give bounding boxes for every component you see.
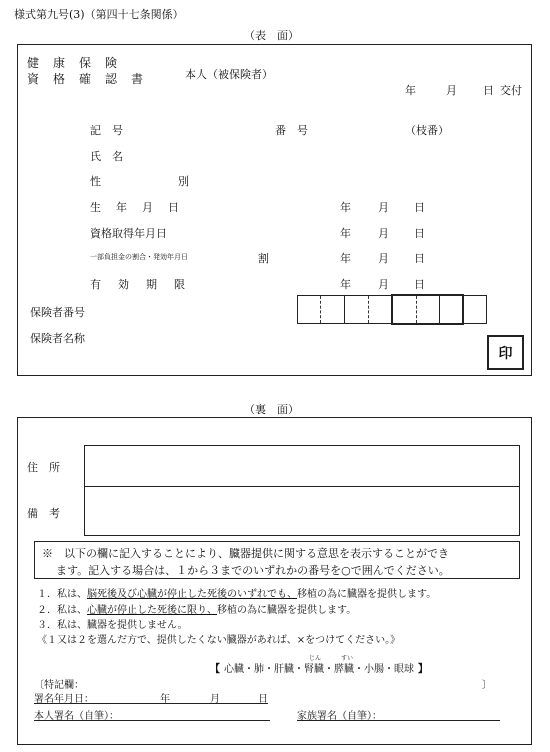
seal-box: 印 [487, 335, 524, 370]
address-field[interactable] [84, 445, 520, 487]
copay-day: 日 [414, 252, 425, 265]
remarks-label: 備 考 [27, 507, 60, 520]
issue-year: 年 [405, 84, 416, 97]
option-3[interactable]: ３．私は、臓器を提供しません。 [37, 620, 188, 631]
sign-date-underline [34, 703, 268, 704]
valid-month: 月 [378, 278, 389, 291]
birth-day: 日 [414, 201, 425, 214]
notice-line1: ※ 以下の欄に記入することにより、臓器提供に関する意思を表示することができ [42, 547, 449, 560]
copay-label: 一部負担金の割合・発効年月日 [90, 253, 188, 261]
front-heading: （表 面） [244, 29, 299, 42]
family-sign-line[interactable] [297, 720, 500, 721]
form-id: 様式第九号(3)（第四十七条関係） [14, 8, 184, 21]
bango-label: 番 号 [275, 124, 308, 137]
self-sign-line[interactable] [34, 720, 270, 721]
organ-bracket-open: 【 [210, 664, 220, 675]
seibetsu-label-a: 性 [90, 175, 101, 188]
sign-month: 月 [210, 694, 220, 705]
insurer-number-label: 保険者番号 [30, 306, 85, 319]
birth-year: 年 [340, 201, 351, 214]
valid-day: 日 [414, 278, 425, 291]
ruby-jin: じん [309, 655, 322, 662]
remarks-field[interactable] [84, 486, 520, 536]
birth-label: 生 年 月 日 [90, 201, 181, 214]
kigo-label: 記 号 [90, 124, 123, 137]
self-sign-label: 本人署名（自筆）： [34, 711, 119, 722]
sign-day: 日 [258, 694, 268, 705]
sign-year: 年 [160, 694, 170, 705]
valid-year: 年 [340, 278, 351, 291]
option-2[interactable] [37, 601, 356, 616]
acquired-day: 日 [414, 227, 425, 240]
organ-bracket-close: 】 [418, 664, 428, 675]
option-2-underlined: 心臓が停止した死後に限り、 [87, 605, 217, 616]
shimei-label: 氏 名 [90, 150, 123, 163]
acquired-month: 月 [378, 227, 389, 240]
family-sign-label: 家族署名（自筆）： [297, 711, 382, 722]
insurer-name-label: 保険者名称 [30, 332, 85, 345]
notice-line2: ます。記入する場合は、１から３までのいずれかの番号を○で囲んでください。 [56, 564, 450, 577]
copay-unit: 割 [258, 252, 269, 265]
address-label: 住 所 [27, 461, 60, 474]
birth-month: 月 [378, 201, 389, 214]
back-heading: （裏 面） [244, 403, 299, 416]
seibetsu-label-b: 別 [178, 175, 189, 188]
option-1[interactable] [37, 585, 436, 600]
special-label: 〔特記欄： [34, 680, 84, 691]
option-1-num: １．私は、 [37, 589, 87, 600]
card-title-line1: 健 康 保 険 [27, 56, 119, 70]
option-2-rest: 移植の為に臓器を提供します。 [217, 605, 357, 616]
option-1-underlined: 脳死後及び心臓が停止した死後のいずれでも、 [87, 589, 297, 600]
edaban-label: （枝番） [405, 124, 449, 137]
insurer-number-highlight [391, 294, 464, 325]
issue-day: 日 [483, 84, 494, 97]
card-title-line2: 資 格 確 認 書 [27, 72, 145, 86]
option-2-num: ２．私は、 [37, 605, 87, 616]
copay-year: 年 [340, 252, 351, 265]
organ-names: 心臓・肺・肝臓・腎臓・膵臓・小腸・眼球 [224, 664, 414, 675]
option-1-rest: 移植の為に臓器を提供します。 [297, 589, 437, 600]
ruby-sui: すい [341, 655, 354, 662]
issue-suffix: 交付 [500, 84, 522, 97]
acquired-year: 年 [340, 227, 351, 240]
option-note: 《１又は２を選んだ方で、提供したくない臓器があれば、×をつけてください。》 [37, 635, 401, 646]
special-close: 〕 [482, 680, 492, 691]
organ-list[interactable] [210, 660, 428, 675]
sign-date-label: 署名年月日： [34, 694, 94, 705]
issue-month: 月 [446, 84, 457, 97]
acquired-label: 資格取得年月日 [90, 227, 167, 240]
valid-label: 有 効 期 限 [90, 278, 188, 291]
copay-month: 月 [378, 252, 389, 265]
insured-label: 本人（被保険者） [185, 68, 273, 81]
